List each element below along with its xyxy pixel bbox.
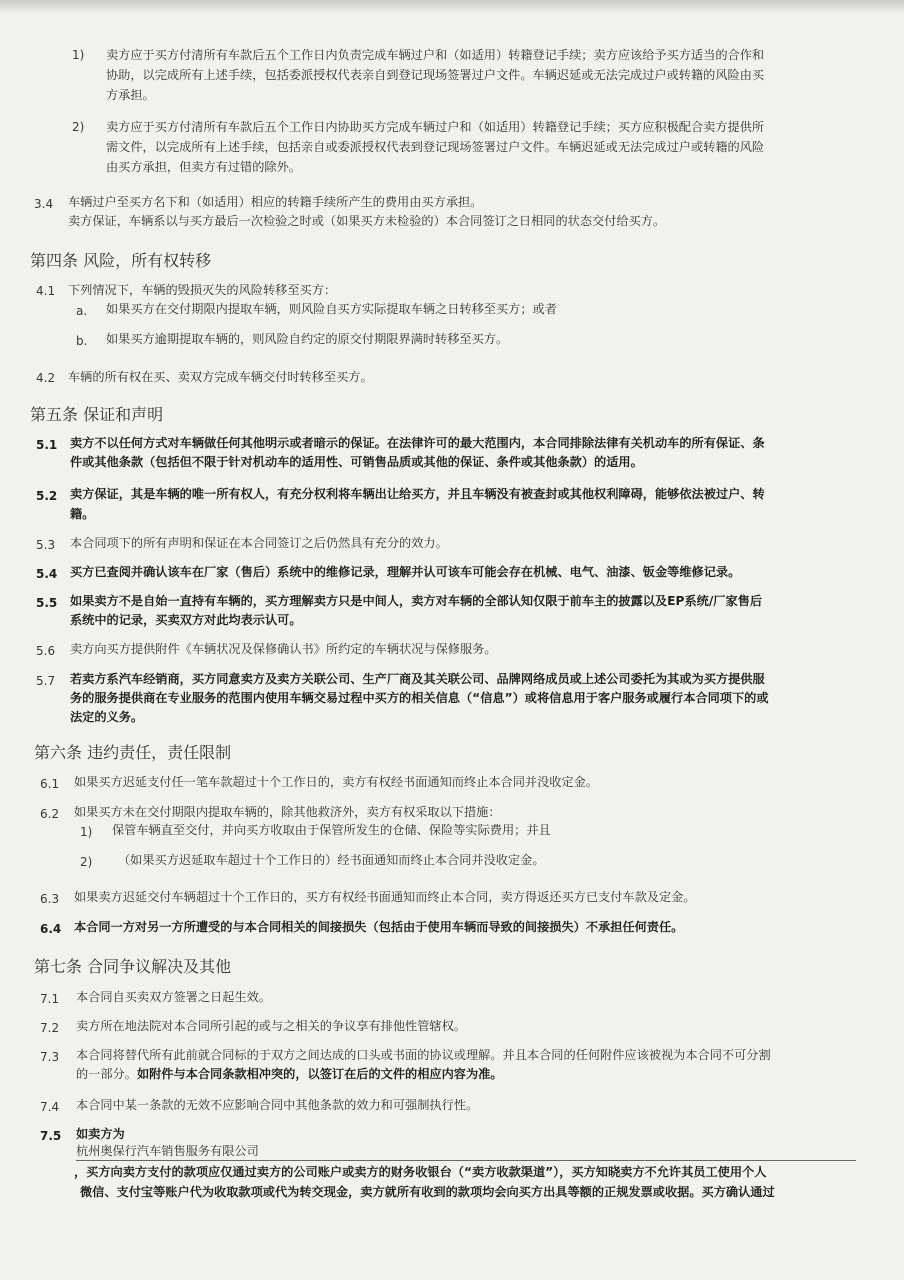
clause-num: 7.1 bbox=[40, 992, 60, 1006]
clause-num: 5.2 bbox=[36, 489, 58, 503]
clause-text: 本合同自买卖双方签署之日起生效。 bbox=[76, 990, 271, 1004]
clause-num: 1) bbox=[72, 48, 85, 62]
clause-num: 5.6 bbox=[36, 644, 56, 658]
clause-title: 如卖方为 bbox=[76, 1127, 125, 1141]
clause-text: 卖方向买方提供附件《车辆状况及保修确认书》所约定的车辆状况与保修服务。 bbox=[70, 642, 497, 656]
clause-text: 如果卖方不是自始一直持有车辆的，买方理解卖方只是中间人，卖方对车辆的全部认知仅限于前车主的披露以及EP系统/厂家售后 bbox=[70, 594, 763, 608]
clause-text: 卖方保证，车辆系以与买方最后一次检验之时或（如果买方未检验的）本合同签订之日相同的状态交付给买方。 bbox=[68, 214, 666, 228]
clause-text: 如果卖方迟延交付车辆超过十个工作日的，买方有权经书面通知而终止本合同，卖方得返还买方已支付车款及定金。 bbox=[74, 890, 696, 904]
clause-text: 微信、支付宝等账户代为收取款项或代为转交现金，卖方就所有收到的款项均会向买方出具等额的正规发票或收据。买方确认通过 bbox=[80, 1185, 775, 1199]
clause-num: 3.4 bbox=[34, 197, 54, 211]
clause-text: 系统中的记录，买卖双方对此均表示认可。 bbox=[70, 613, 302, 627]
clause-text: 卖方所在地法院对本合同所引起的或与之相关的争议享有排他性管辖权。 bbox=[76, 1019, 466, 1033]
article-heading: 第四条 风险，所有权转移 bbox=[30, 251, 212, 270]
clause-text: 本合同将替代所有此前就合同标的于双方之间达成的口头或书面的协议或理解。并且本合同的任何附件应该被视为本合同不可分割 bbox=[76, 1048, 771, 1062]
clause-text: 如果买方在交付期限内提取车辆，则风险自买方实际提取车辆之日转移至买方；或者 bbox=[106, 302, 557, 316]
clause-text: 由买方承担，但卖方有过错的除外。 bbox=[106, 160, 301, 174]
clause-text: 务的服务提供商在专业服务的范围内使用车辆交易过程中买方的相关信息（“信息”）或将信息用于客户服务或履行本合同项下的或 bbox=[70, 691, 769, 705]
clause-text: 如果买方迟延支付任一笔车款超过十个工作日的，卖方有权经书面通知而终止本合同并没收定金。 bbox=[74, 775, 599, 789]
clause-text: 籍。 bbox=[70, 507, 95, 521]
clause-num: 6.2 bbox=[40, 807, 60, 821]
clause-num: b. bbox=[76, 334, 88, 348]
clause-num: 7.2 bbox=[40, 1021, 60, 1035]
clause-num: 4.2 bbox=[36, 371, 56, 385]
clause-text: 方承担。 bbox=[106, 88, 155, 102]
clause-num: 5.5 bbox=[36, 596, 58, 610]
clause-text: 车辆的所有权在买、卖双方完成车辆交付时转移至买方。 bbox=[68, 370, 373, 384]
seller-company-name: 杭州奥保行汽车销售服务有限公司 bbox=[76, 1144, 259, 1158]
clause-num: 7.5 bbox=[40, 1129, 62, 1143]
clause-num: 4.1 bbox=[36, 284, 56, 298]
clause-text: 如果买方未在交付期限内提取车辆的，除其他救济外，卖方有权采取以下措施： bbox=[74, 805, 501, 819]
clause-text: 买方已查阅并确认该车在厂家（售后）系统中的维修记录，理解并认可该车可能会存在机械、电气、油漆、钣金等维修记录。 bbox=[70, 565, 741, 579]
clause-num: a. bbox=[76, 304, 88, 318]
clause-text: 件或其他条款（包括但不限于针对机动车的适用性、可销售品质或其他的保证、条件或其他条款）的适用。 bbox=[70, 455, 643, 469]
clause-num: 6.3 bbox=[40, 892, 60, 906]
clause-text: 下列情况下，车辆的毁损灭失的风险转移至买方： bbox=[68, 283, 337, 297]
clause-num: 7.3 bbox=[40, 1050, 60, 1064]
clause-num: 2) bbox=[80, 855, 93, 869]
clause-num: 5.3 bbox=[36, 538, 56, 552]
clause-text: （如果买方迟延取车超过十个工作日的）经书面通知而终止本合同并没收定金。 bbox=[118, 853, 545, 867]
clause-text: 本合同中某一条款的无效不应影响合同中其他条款的效力和可强制执行性。 bbox=[76, 1098, 479, 1112]
clause-text: 卖方不以任何方式对车辆做任何其他明示或者暗示的保证。在法律许可的最大范围内，本合同排除法律有关机动车的所有保证、条 bbox=[70, 436, 765, 450]
clause-text-emphasis: 如附件与本合同条款相冲突的，以签订在后的文件的相应内容为准。 bbox=[136, 1067, 503, 1081]
clause-text bbox=[76, 1065, 503, 1084]
clause-text: 本合同一方对另一方所遭受的与本合同相关的间接损失（包括由于使用车辆而导致的间接损失）不承担任何责任。 bbox=[74, 920, 684, 934]
clause-text: 卖方应于买方付清所有车款后五个工作日内负责完成车辆过户和（如适用）转籍登记手续；卖方应该给予买方适当的合作和 bbox=[106, 48, 765, 62]
article-heading: 第七条 合同争议解决及其他 bbox=[34, 957, 232, 976]
clause-text: ，买方向卖方支付的款项应仅通过卖方的公司账户或卖方的财务收银台（“卖方收款渠道”），买方知晓卖方不允许其员工使用个人 bbox=[74, 1165, 767, 1179]
fill-in-underline bbox=[76, 1160, 856, 1161]
clause-num: 5.1 bbox=[36, 438, 58, 452]
article-heading: 第六条 违约责任，责任限制 bbox=[34, 743, 232, 762]
clause-text: 法定的义务。 bbox=[70, 710, 144, 724]
clause-text-part: 的一部分。 bbox=[76, 1067, 137, 1081]
clause-num: 1) bbox=[80, 825, 93, 839]
clause-text: 车辆过户至买方名下和（如适用）相应的转籍手续所产生的费用由买方承担。 bbox=[68, 195, 483, 209]
article-heading: 第五条 保证和声明 bbox=[30, 405, 164, 424]
clause-num: 5.7 bbox=[36, 674, 56, 688]
clause-num: 5.4 bbox=[36, 567, 58, 581]
clause-text: 保管车辆直至交付，并向买方收取由于保管所发生的仓储、保险等实际费用；并且 bbox=[112, 823, 551, 837]
clause-num: 2) bbox=[72, 120, 85, 134]
clause-text: 若卖方系汽车经销商，买方同意卖方及卖方关联公司、生产厂商及其关联公司、品牌网络成员或上述公司委托为其或为买方提供服 bbox=[70, 672, 765, 686]
clause-text: 需文件，以完成所有上述手续，包括亲自或委派授权代表到登记现场签署过户文件。车辆迟延或无法完成过户或转籍的风险 bbox=[106, 140, 765, 154]
clause-text: 卖方保证，其是车辆的唯一所有权人，有充分权利将车辆出让给买方，并且车辆没有被查封或其他权利障碍，能够依法被过户、转 bbox=[70, 487, 765, 501]
clause-num: 6.1 bbox=[40, 777, 60, 791]
clause-text: 协助，以完成所有上述手续，包括委派授权代表亲自到登记现场签署过户文件。车辆迟延或无法完成过户或转籍的风险由买 bbox=[106, 68, 765, 82]
clause-num: 6.4 bbox=[40, 922, 62, 936]
clause-text: 如果买方逾期提取车辆的，则风险自约定的原交付期限界满时转移至买方。 bbox=[106, 332, 509, 346]
clause-text: 卖方应于买方付清所有车款后五个工作日内协助买方完成车辆过户和（如适用）转籍登记手续；买方应积极配合卖方提供所 bbox=[106, 120, 765, 134]
clause-text: 本合同项下的所有声明和保证在本合同签订之后仍然具有充分的效力。 bbox=[70, 536, 448, 550]
clause-num: 7.4 bbox=[40, 1100, 60, 1114]
